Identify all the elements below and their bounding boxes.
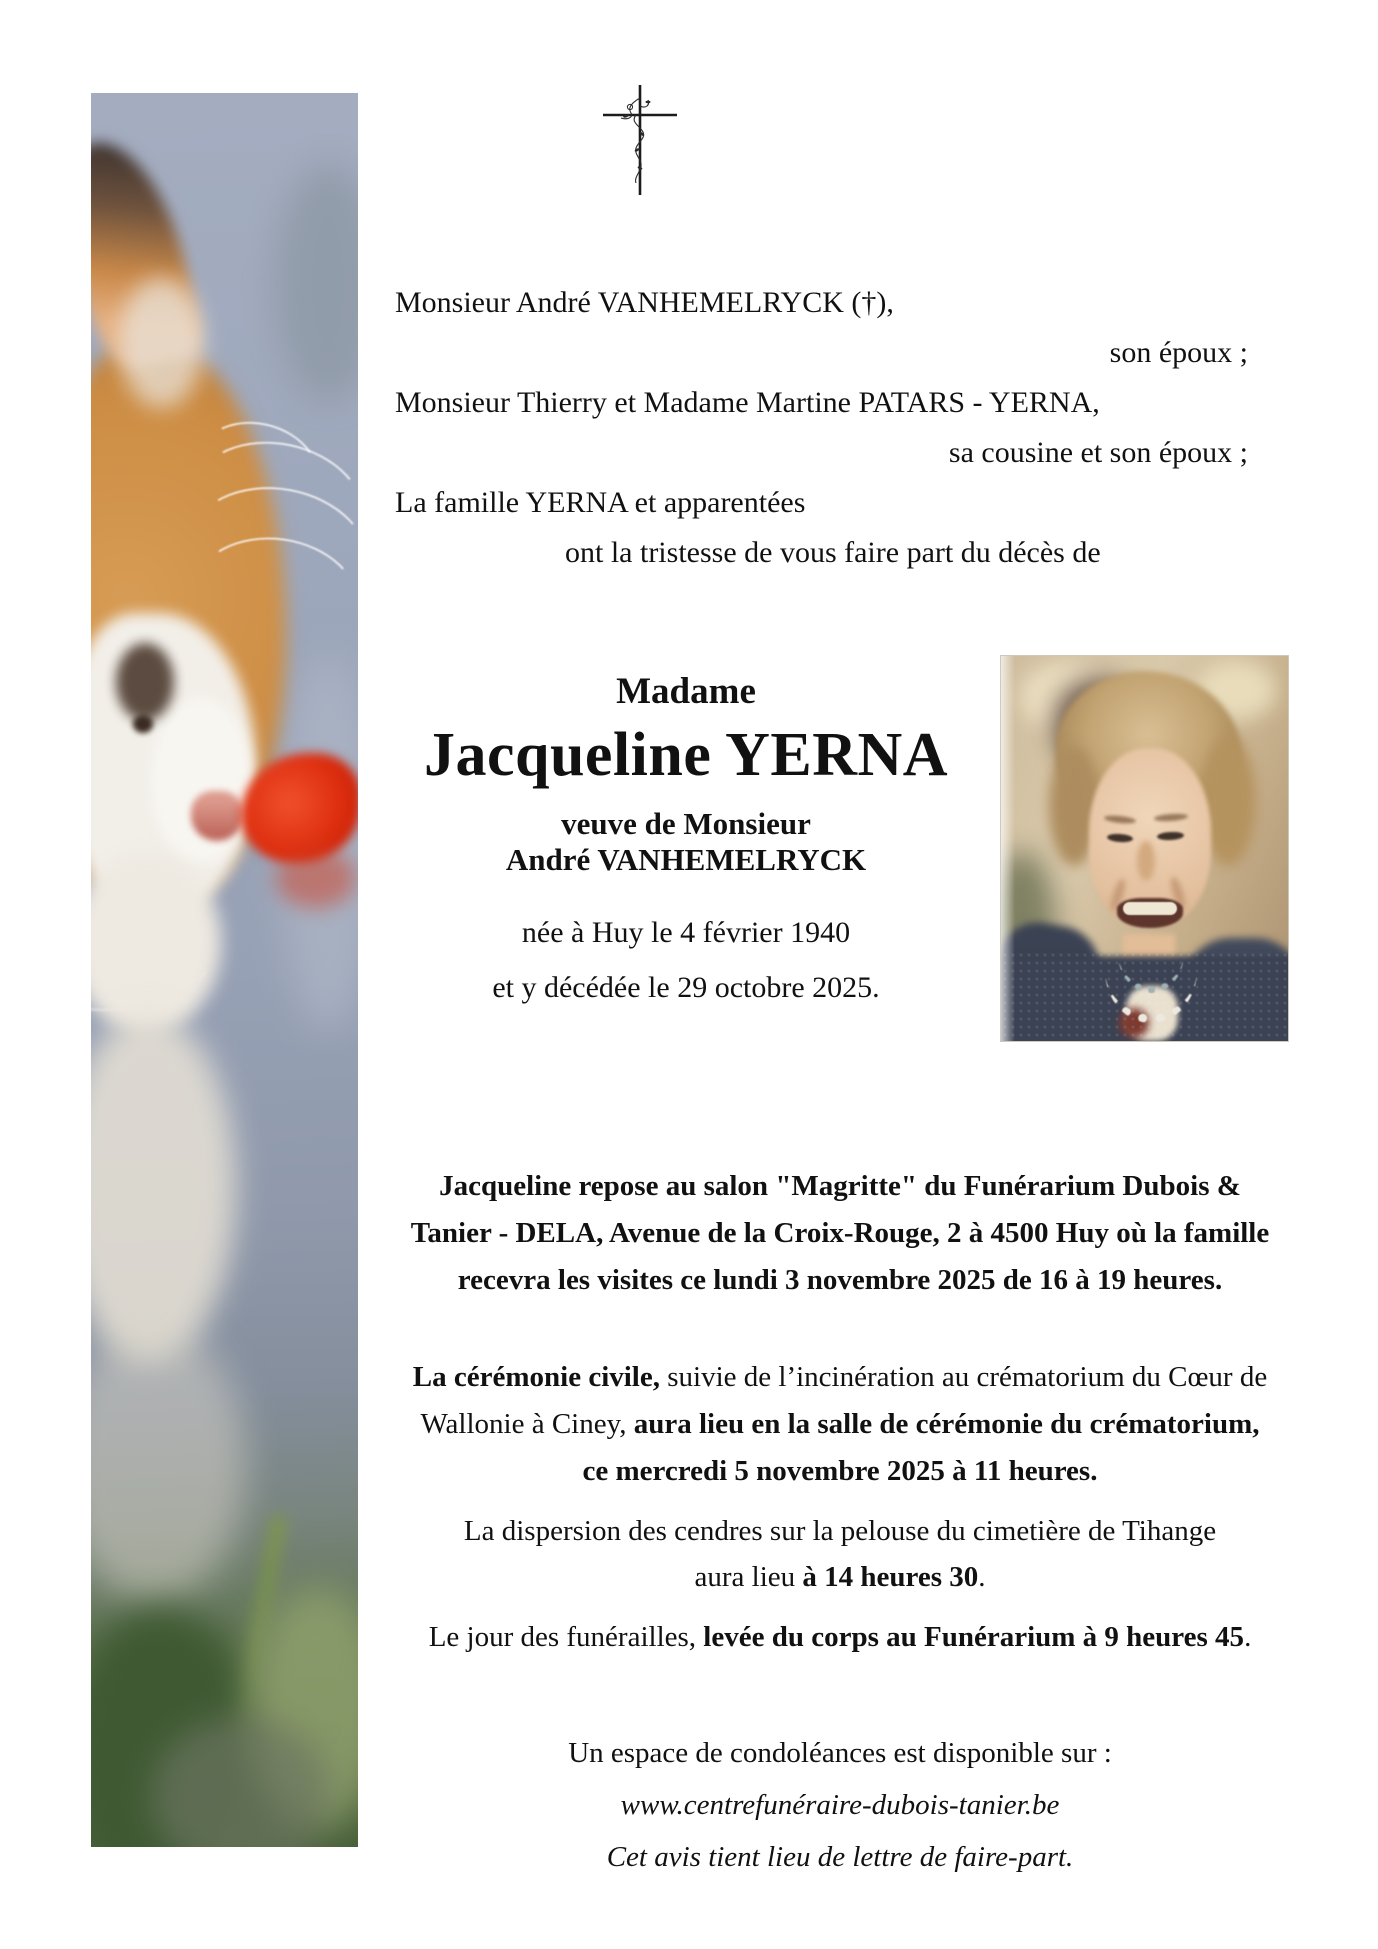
dispersion-line — [345, 1554, 1335, 1600]
cat-ear-fur — [119, 278, 204, 408]
deceased-title: Madame — [616, 671, 756, 712]
condolences-block — [345, 1727, 1335, 1883]
visitation-line: Tanier - DELA, Avenue de la Croix-Rouge, 2 à 4500 Huy où la famille — [410, 1217, 1270, 1249]
visitation-line: recevra les visites ce lundi 3 novembre 2025 de 16 à 19 heures. — [457, 1264, 1223, 1296]
birth-line: née à Huy le 4 février 1940 — [521, 916, 851, 949]
side-photo-cat-poppy — [91, 93, 358, 1847]
widow-line: veuve de Monsieur — [561, 806, 811, 841]
funeral-text: Le jour des funérailles, — [428, 1621, 704, 1653]
ceremony-text: Wallonie à Ciney, — [420, 1408, 634, 1440]
widow-line: André VANHEMELRYCK — [505, 842, 867, 877]
condolences-line: Un espace de condoléances est disponible sur : — [568, 1737, 1112, 1769]
poppy-petal-fade — [276, 848, 356, 908]
visitation-paragraph — [345, 1163, 1335, 1304]
cat-eye-detail — [133, 715, 153, 733]
cat-muzzle-highlight — [151, 698, 251, 863]
dispersion-text: . — [978, 1561, 986, 1593]
ceremony-paragraph — [345, 1354, 1335, 1495]
dispersion-line: La dispersion des cendres sur la pelouse du cimetière de Tihange — [463, 1515, 1217, 1547]
ceremony-line — [345, 1401, 1335, 1448]
photo-background-shadow — [273, 163, 358, 403]
dispersion-text: aura lieu — [694, 1561, 803, 1593]
family-announcement — [395, 278, 1248, 578]
deceased-name: Jacqueline YERNA — [423, 721, 949, 789]
cat-nose — [191, 791, 243, 841]
condolences-website: www.centrefunéraire-dubois-tanier.be — [620, 1789, 1060, 1821]
ceremony-emphasis: aura lieu en la salle de cérémonie du crématorium, — [633, 1408, 1260, 1440]
widow-of-lines — [380, 806, 992, 878]
ceremony-line: ce mercredi 5 novembre 2025 à 11 heures. — [582, 1455, 1098, 1487]
dispersion-time: à 14 heures 30 — [802, 1561, 979, 1593]
cat-body-fade — [91, 1323, 246, 1603]
funeral-day-line — [345, 1621, 1335, 1654]
ceremony-emphasis: La cérémonie civile, — [412, 1361, 660, 1393]
cat-chest-fur — [91, 1013, 236, 1363]
visitation-line: Jacqueline repose au salon "Magritte" du Funérarium Dubois & — [439, 1170, 1241, 1202]
portrait-nose — [1137, 841, 1155, 881]
memorial-cross-icon — [596, 80, 684, 200]
family-line: La famille YERNA et apparentées — [395, 486, 806, 519]
portrait-photo-glare — [1001, 656, 1015, 1041]
relative-line: Monsieur André VANHEMELRYCK (†), — [395, 286, 894, 319]
funeral-time: levée du corps au Funérarium à 9 heures 45 — [703, 1621, 1245, 1653]
formal-notice-line: Cet avis tient lieu de lettre de faire-part. — [606, 1841, 1074, 1873]
ceremony-line — [345, 1354, 1335, 1401]
ceremony-text: suivie de l’incinération au crématorium du Cœur de — [660, 1361, 1268, 1393]
death-line: et y décédée le 29 octobre 2025. — [492, 971, 880, 1004]
relation-line: sa cousine et son époux ; — [948, 436, 1248, 469]
cat-eye — [116, 643, 174, 721]
portrait-necklace — [1118, 914, 1184, 993]
portrait-photo — [1000, 655, 1289, 1042]
relation-line: son époux ; — [1109, 336, 1248, 369]
funeral-text: . — [1244, 1621, 1252, 1653]
announcement-line: ont la tristesse de vous faire part du décès de — [565, 536, 1101, 569]
relative-line: Monsieur Thierry et Madame Martine PATARS - YERNA, — [395, 386, 1100, 419]
ashes-dispersion-paragraph — [345, 1508, 1335, 1600]
deceased-block — [380, 672, 992, 1005]
